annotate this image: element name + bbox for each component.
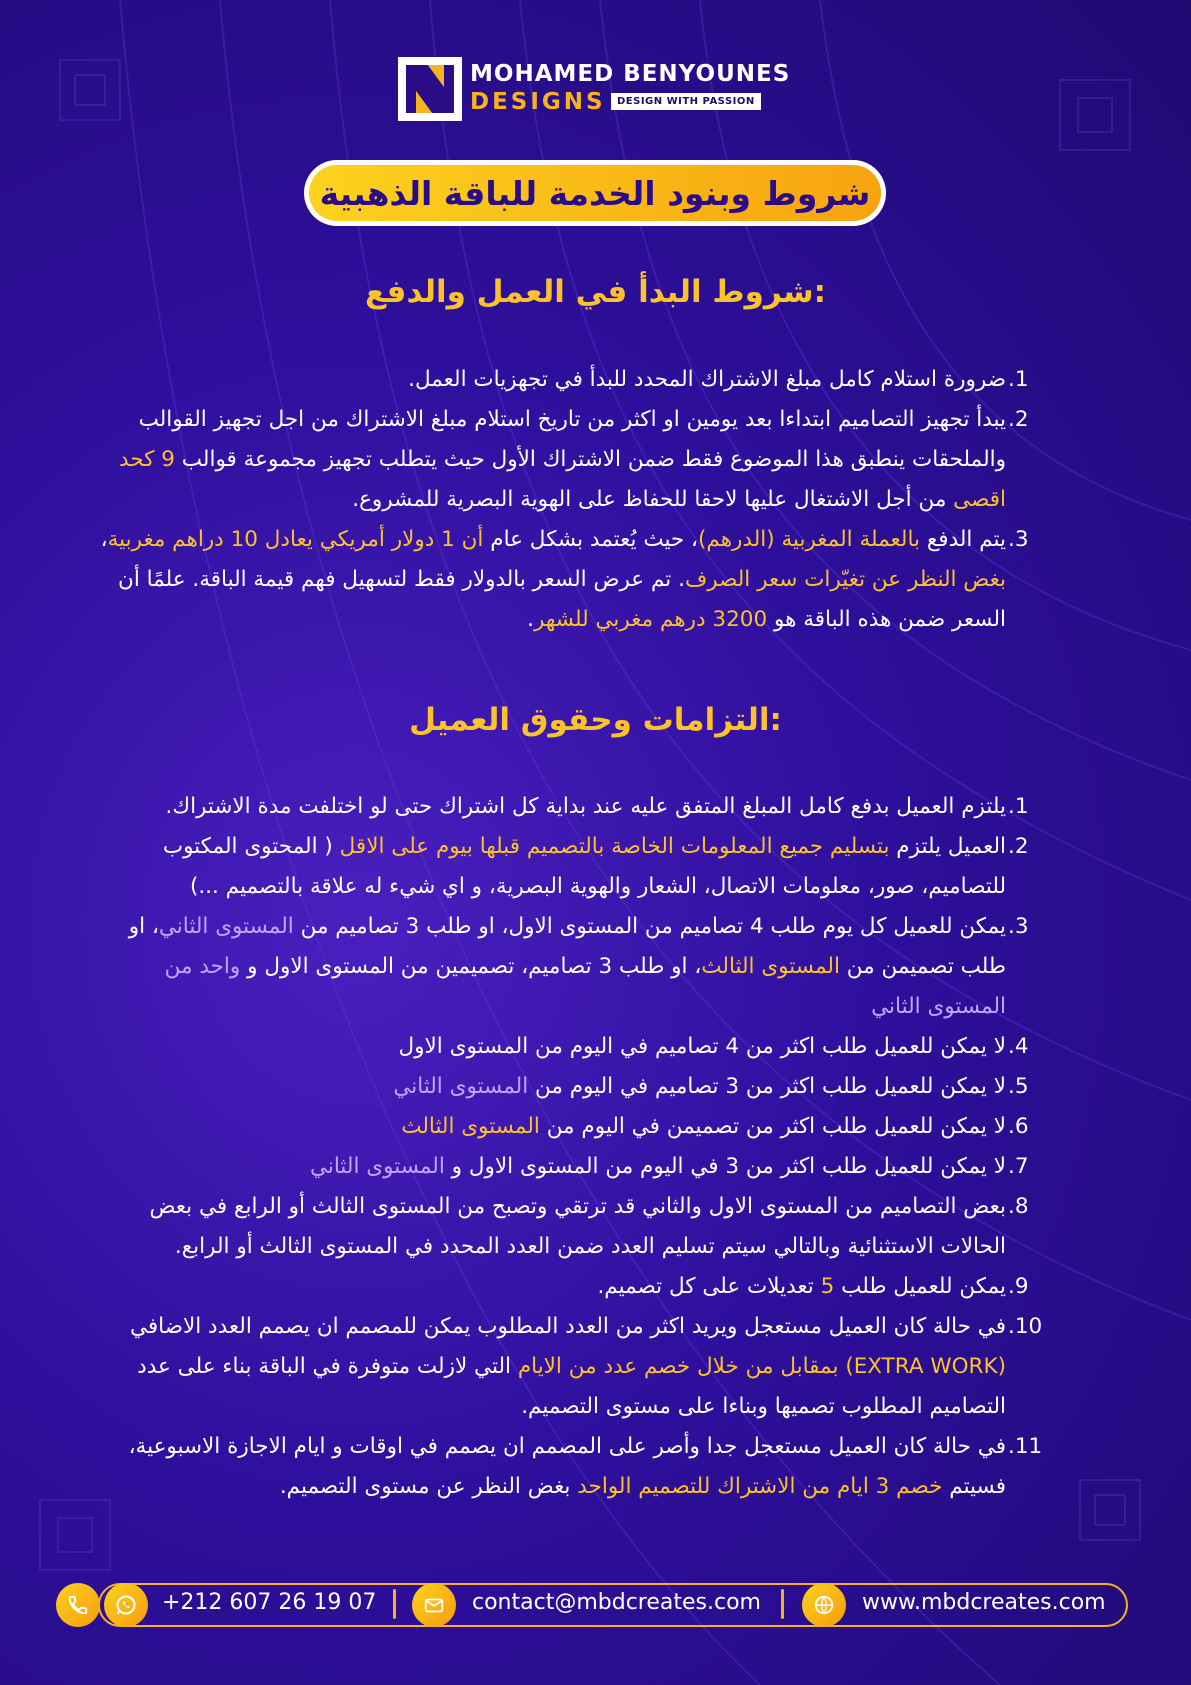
text-segment: (EXTRA WORK)	[845, 1354, 1006, 1379]
list-item-text	[100, 827, 1006, 907]
list-item-text	[100, 1267, 1006, 1307]
list-item	[100, 787, 1052, 827]
section1-heading: شروط البدأ في العمل والدفع:	[364, 274, 827, 310]
text-segment: المستوى الثاني	[158, 914, 294, 939]
list-item-text	[100, 907, 1006, 1027]
footer-website[interactable]: www.mbdcreates.com	[862, 1590, 1106, 1615]
text-segment: بغض النظر عن مستوى التصميم.	[279, 1474, 578, 1499]
brand-tagline: DESIGN WITH PASSION	[611, 93, 761, 110]
list-item-number: .2	[1008, 834, 1029, 859]
phone-icon[interactable]	[56, 1583, 100, 1627]
list-item-number: .4	[1008, 1034, 1029, 1059]
list-item-text	[100, 1067, 1006, 1107]
text-segment: التي لازلت متوفرة في الباقة بناء على عدد التصاميم المطلوب تصميها وبناءا على مستوى التصميم.	[137, 1354, 1006, 1419]
whatsapp-icon[interactable]	[104, 1583, 148, 1627]
text-segment: لا يمكن للعميل طلب اكثر من 3 في اليوم من المستوى الاول و	[444, 1154, 1006, 1179]
list-item-text	[100, 1307, 1006, 1427]
text-segment: يبدأ تجهيز التصاميم ابتداءا بعد يومين او اكثر من تاريخ استلام مبلغ الاشتراك من اجل تجهيز القوالب والملحقات ينطبق هذا الموضوع فقط ضمن الاشتراك الأول حيث يتطلب تجهيز مجموعة قوالب	[138, 407, 1006, 472]
list-item-number: .2	[1008, 407, 1029, 432]
list-item	[100, 1147, 1052, 1187]
list-item-number: .6	[1008, 1114, 1029, 1139]
list-item	[100, 1267, 1052, 1307]
client-obligations-list	[100, 787, 1052, 1507]
list-item	[100, 1027, 1052, 1067]
text-segment: في حالة كان العميل مستعجل ويريد اكثر من العدد المطلوب يمكن للمصمم ان يصمم العدد الاضافي	[129, 1314, 1006, 1339]
text-segment: المستوى الثالث	[401, 1114, 540, 1139]
footer-contact-bar	[56, 1580, 1134, 1630]
list-item-text	[100, 360, 1006, 400]
globe-icon[interactable]	[802, 1583, 846, 1627]
text-segment: لا يمكن للعميل طلب اكثر من 3 تصاميم في اليوم من	[528, 1074, 1006, 1099]
email-icon[interactable]	[412, 1583, 456, 1627]
list-item	[100, 1187, 1052, 1267]
brand-sub: DESIGNS	[470, 89, 606, 115]
text-segment: أن 1 دولار أمريكي يعادل 10 دراهم مغربية	[107, 527, 484, 552]
list-item-text	[100, 400, 1006, 520]
text-segment: المستوى الثالث	[701, 954, 840, 979]
list-item-text	[100, 1427, 1006, 1507]
page-title: شروط وبنود الخدمة للباقة الذهبية	[309, 165, 881, 221]
list-item-number: .8	[1008, 1194, 1029, 1219]
text-segment: ضرورة استلام كامل مبلغ الاشتراك المحدد للبدأ في تجهزيات العمل.	[408, 367, 1006, 392]
list-item	[100, 520, 1052, 640]
list-item	[100, 827, 1052, 907]
text-segment: 3200 درهم مغربي للشهر	[534, 607, 768, 632]
list-item-number: .9	[1008, 1274, 1029, 1299]
list-item-text	[100, 1147, 1006, 1187]
text-segment: يلتزم العميل بدفع كامل المبلغ المتفق عليه عند بداية كل اشتراك حتى لو اختلفت مدة الاشتراك.	[165, 794, 1006, 819]
text-segment: .	[527, 607, 535, 632]
text-segment: 5	[820, 1274, 835, 1299]
list-item	[100, 1427, 1052, 1507]
list-item-text	[100, 520, 1006, 640]
list-item-number: .3	[1008, 914, 1029, 939]
text-segment: بعض التصاميم من المستوى الاول والثاني قد ترتقي وتصبح من المستوى الثالث أو الرابع في بعض الحالات الاستثنائية وبالتالي سيتم تسليم العدد ضمن العدد المحدد في المستوى الثالث أو الرابع.	[149, 1194, 1006, 1259]
footer-separator	[393, 1589, 396, 1619]
list-item-text	[100, 787, 1006, 827]
section2-heading: التزامات وحقوق العميل:	[409, 702, 782, 738]
text-segment: ، او طلب 3 تصاميم، تصميمين من المستوى الاول و	[240, 954, 702, 979]
text-segment: لا يمكن للعميل طلب اكثر من تصميمن في اليوم من	[539, 1114, 1006, 1139]
text-segment: 9 كحد اقصى	[119, 447, 1006, 512]
text-segment: من أجل الاشتغال عليها لاحقا للحفاظ على الهوية البصرية للمشروع.	[352, 487, 954, 512]
list-item-number: .11	[1008, 1434, 1043, 1459]
list-item-number: .7	[1008, 1154, 1029, 1179]
text-segment: خصم 3 ايام من الاشتراك للتصميم الواحد	[577, 1474, 943, 1499]
text-segment: لا يمكن للعميل طلب اكثر من 4 تصاميم في اليوم من المستوى الاول	[398, 1034, 1006, 1059]
text-segment: ،	[100, 527, 108, 552]
text-segment: ، او طلب تصميمن من	[128, 914, 1006, 979]
footer-separator	[781, 1589, 784, 1619]
text-segment: يتم الدفع	[920, 527, 1006, 552]
list-item-text	[100, 1027, 1006, 1067]
text-segment: . تم عرض السعر بالدولار فقط لتسهيل فهم قيمة الباقة. علمًا أن السعر ضمن هذه الباقة هو	[118, 567, 1006, 632]
list-item-number: .1	[1008, 367, 1029, 392]
brand-name: MOHAMED BENYOUNES	[470, 61, 791, 87]
list-item	[100, 1307, 1052, 1427]
list-item-number: .10	[1008, 1314, 1043, 1339]
list-item	[100, 907, 1052, 1027]
text-segment: واحد من المستوى الثاني	[164, 954, 1006, 1019]
text-segment: ، حيث يُعتمد بشكل عام	[483, 527, 698, 552]
text-segment: العميل يلتزم	[889, 834, 1006, 859]
title-banner	[304, 160, 886, 226]
text-segment: بالعملة المغربية (الدرهم)	[698, 527, 921, 552]
list-item	[100, 1107, 1052, 1147]
list-item	[100, 360, 1052, 400]
list-item-text	[100, 1187, 1006, 1267]
text-segment: يمكن للعميل طلب	[834, 1274, 1006, 1299]
list-item	[100, 400, 1052, 520]
text-segment: المستوى الثاني	[393, 1074, 529, 1099]
text-segment: المستوى الثاني	[309, 1154, 445, 1179]
brand-logo	[398, 57, 794, 121]
payment-terms-list	[100, 360, 1052, 640]
list-item-number: .3	[1008, 527, 1029, 552]
text-segment: بتسليم جميع المعلومات الخاصة بالتصميم قبلها بيوم على الاقل	[339, 834, 890, 859]
text-segment: في حالة كان العميل مستعجل جدا وأصر على المصمم ان يصمم في اوقات و ايام الاجازة الاسبوعية، فسيتم	[128, 1434, 1006, 1499]
footer-email[interactable]: contact@mbdcreates.com	[472, 1590, 761, 1615]
mb-logo-icon	[398, 57, 462, 121]
list-item-number: .5	[1008, 1074, 1029, 1099]
text-segment: بمقابل من خلال خصم عدد من الايام	[517, 1354, 839, 1379]
text-segment: يمكن للعميل كل يوم طلب 4 تصاميم من المستوى الاول، او طلب 3 تصاميم من	[293, 914, 1006, 939]
list-item-text	[100, 1107, 1006, 1147]
list-item	[100, 1067, 1052, 1107]
footer-phone[interactable]: +212 607 26 19 07	[162, 1590, 377, 1615]
text-segment: ( المحتوى المكتوب للتصاميم، صور، معلومات الاتصال، الشعار والهوية البصرية، و اي شيء له علاقة بالتصميم ...)	[162, 834, 1006, 899]
text-segment: تعديلات على كل تصميم.	[597, 1274, 821, 1299]
text-segment: بغض النظر عن تغيّرات سعر الصرف	[684, 567, 1006, 592]
list-item-number: .1	[1008, 794, 1029, 819]
